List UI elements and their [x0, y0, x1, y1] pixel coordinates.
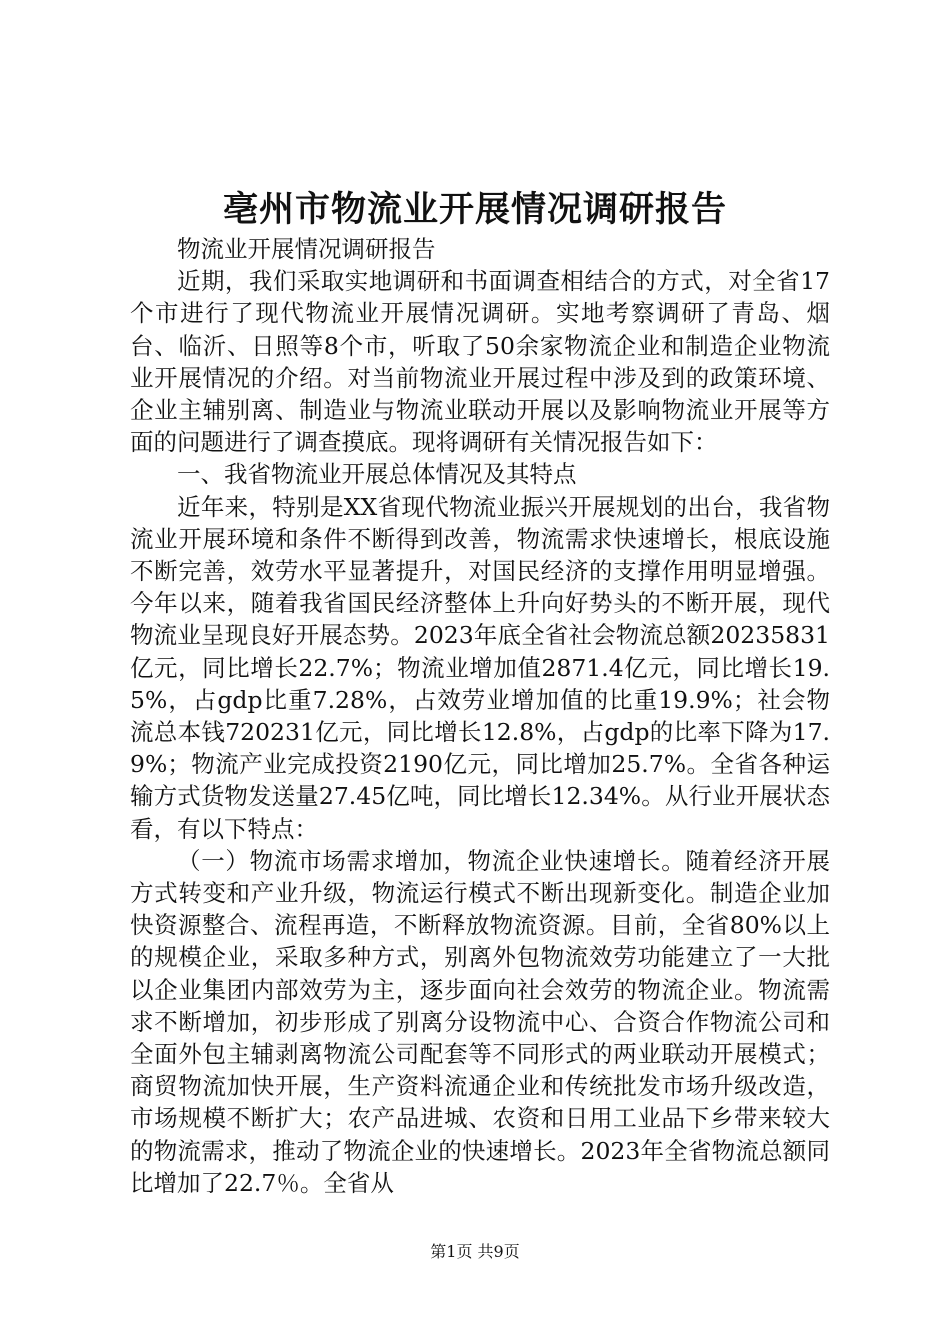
page-footer: 第1页 共9页: [430, 1242, 520, 1261]
paragraph-feature-one: （一）物流市场需求增加，物流企业快速增长。随着经济开展方式转变和产业升级，物流运行模式不断出现新变化。制造企业加快资源整合、流程再造，不断释放物流资源。目前，全省80%以上的规模企业，采取多种方式，别离外包物流效劳功能建立了一大批以企业集团内部效劳为主，逐步面向社会效劳的物流企业。物流需求不断增加，初步形成了别离分设物流中心、合资合作物流公司和全面外包主辅剥离物流公司配套等不同形式的两业联动开展模式；商贸物流加快开展，生产资料流通企业和传统批发市场升级改造，市场规模不断扩大；农产品进城、农资和日用工业品下乡带来较大的物流需求，推动了物流企业的快速增长。2023年全省物流总额同比增加了22.7％。全省从: [130, 846, 830, 1197]
document-title: 亳州市物流业开展情况调研报告: [222, 189, 727, 230]
paragraph-intro: 近期，我们采取实地调研和书面调查相结合的方式，对全省17个市进行了现代物流业开展情况调研。实地考察调研了青岛、烟台、临沂、日照等8个市，听取了50余家物流企业和制造企业物流业开展情况的介绍。对当前物流业开展过程中涉及到的政策环境、企业主辅别离、制造业与物流业联动开展以及影响物流业开展等方面的问题进行了调查摸底。现将调研有关情况报告如下：: [130, 267, 830, 457]
section-heading: 一、我省物流业开展总体情况及其特点: [177, 460, 577, 489]
paragraph-subtitle: 物流业开展情况调研报告: [177, 235, 436, 263]
document-body: [130, 233, 830, 1199]
paragraph-overview: 近年来，特别是XX省现代物流业振兴开展规划的出台，我省物流业开展环境和条件不断得到改善，物流需求快速增长，根底设施不断完善，效劳水平显著提升，对国民经济的支撑作用明显增强。今年以来，随着我省国民经济整体上升向好势头的不断开展，现代物流业呈现良好开展态势。2023年底全省社会物流总额20235831亿元，同比增长22.7%；物流业增加值2871.4亿元，同比增长19.5%，占gdp比重7.28%，占效劳业增加值的比重19.9%；社会物流总本钱720231亿元，同比增长12.8%，占gdp的比率下降为17.9%；物流产业完成投资2190亿元，同比增加25.7%。全省各种运输方式货物发送量27.45亿吨，同比增长12.34%。从行业开展状态看，有以下特点：: [130, 492, 830, 843]
